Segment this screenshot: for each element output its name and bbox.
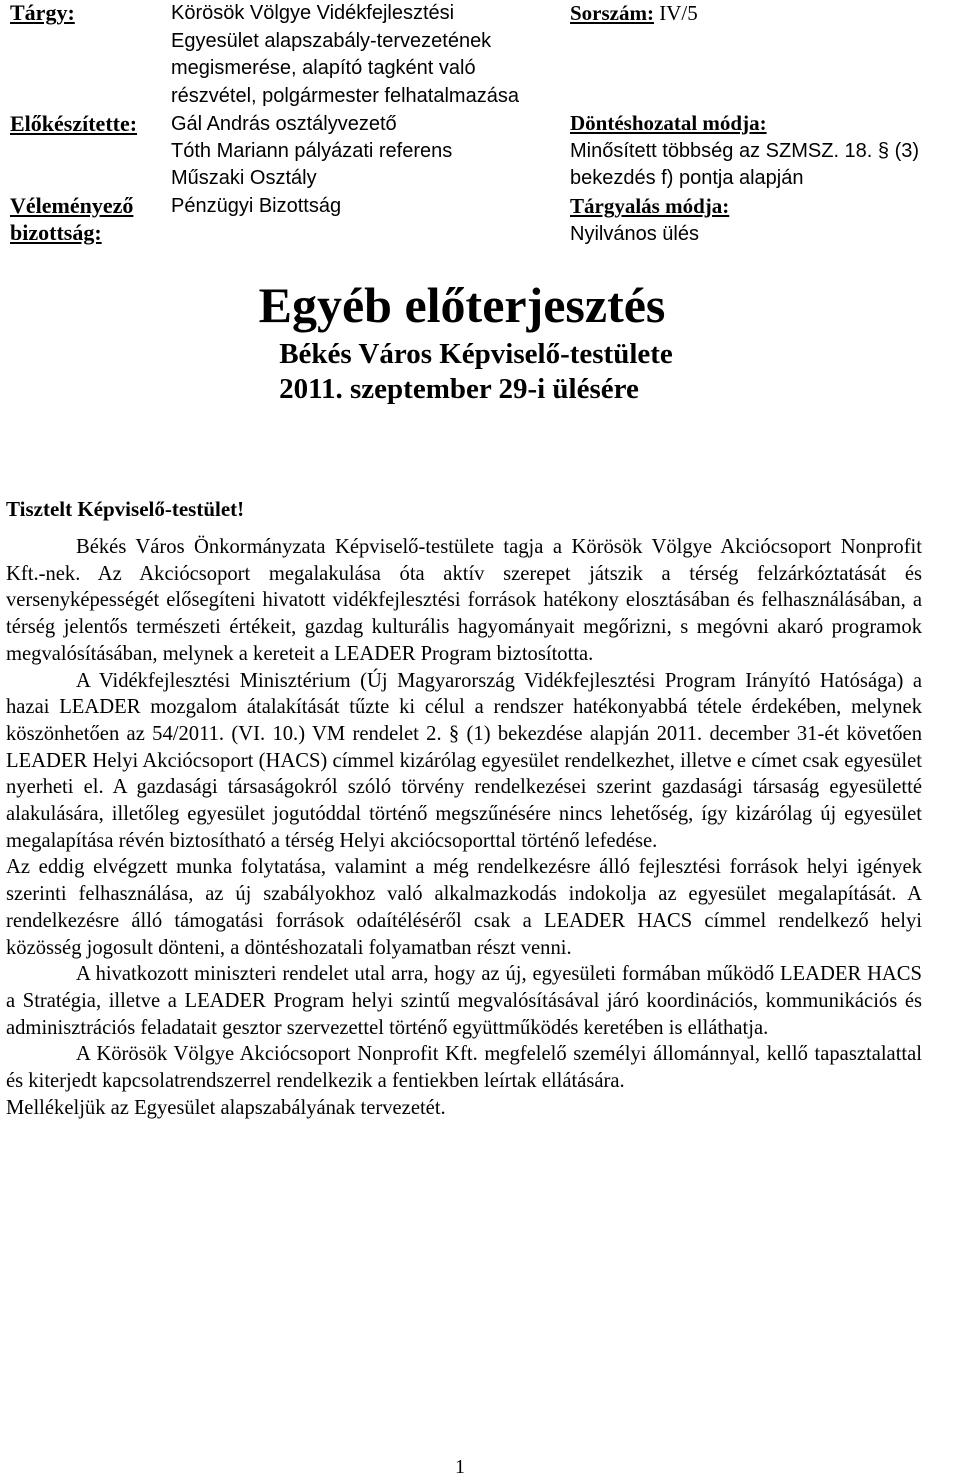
prepared-label: Előkészítette: (10, 111, 138, 136)
decision-line-2: bekezdés f) pontja alapján (570, 167, 804, 189)
paragraph: Mellékeljük az Egyesület alapszabályának tervezetét. (6, 1096, 446, 1119)
subject-line-4: részvétel, polgármester felhatalmazása (171, 85, 519, 107)
salutation: Tisztelt Képviselő-testület! (6, 497, 245, 521)
serial-label: Sorszám: (570, 1, 654, 25)
paragraph: Az eddig elvégzett munka folytatása, valamint a még rendelkezésre álló fejlesztési források helyi igények szerinti felhasználása, az új szabályokhoz való alkalmazkodás indokolja az egyesület megalapítását. A rendelkezésre álló támogatási források odaítéléséről csak a LEADER HACS címmel rendelkező helyi közösség jogosult dönteni, a döntéshozatali folyamatban részt venni. (6, 856, 922, 959)
serial-number (570, 0, 698, 27)
committee-value: Pénzügyi Bizottság (171, 195, 342, 217)
decision-line-1: Minősített többség az SZMSZ. 18. § (3) (570, 140, 920, 162)
paragraph: A Vidékfejlesztési Minisztérium (Új Magyarország Vidékfejlesztési Program Irányító Hatósága) a hazai LEADER mozgalom átalakítását tűzte ki célul a rendszer hatékonyabbá tétele érdekében, melynek köszönhetően az 54/2011. (VI. 10.) VM rendelet 2. § (1) bekezdése alapján 2011. december 31-ét követően LEADER Helyi Akciócsoport (HACS) címmel kizárólag egyesület rendelkezhet, illetve e címet csak egyesület nyerheti el. A gazdasági társaságokról szóló törvény rendelkezései szerint gazdasági társaság egyesületté alakulására, illetőleg egyesület jogutóddal történő megszűnésére nincs lehetőség, így kizárólag új egyesület megalapítása révén biztosítható a térség Helyi akciócsoporttal történő lefedése. (6, 669, 922, 852)
paragraph: Békés Város Önkormányzata Képviselő-testülete tagja a Körösök Völgye Akciócsoport Nonprofit Kft.-nek. Az Akciócsoport megalakulása óta aktív szerepet játszik a térség felzárkóztatását és versenyképességét elősegíteni hivatott vidékfejlesztési források hatékony elosztásában és felhasználásában, a térség jelentős természeti értékeit, gazdag kulturális hagyományait megőrizni, s megóvni akaró programok megvalósításában, melynek a kereteit a LEADER Program biztosította. (6, 536, 922, 665)
prepared-line-1: Gál András osztályvezető (171, 113, 397, 135)
page-number: 1 (455, 1456, 465, 1478)
document-title: Egyéb előterjesztés (258, 277, 666, 333)
hearing-mode (570, 193, 729, 220)
subject-line-2: Egyesület alapszabály-tervezetének (171, 30, 492, 52)
subject-line-3: megismerése, alapító tagként való (171, 57, 476, 79)
committee-label-line-1: Véleményező (10, 193, 134, 218)
meeting-date: 2011. szeptember 29-i ülésére (279, 373, 639, 405)
serial-value: IV/5 (659, 1, 698, 25)
document-subtitle: Békés Város Képviselő-testülete (279, 338, 673, 370)
body-text (6, 534, 922, 1121)
paragraph: A hivatkozott miniszteri rendelet utal arra, hogy az új, egyesületi formában működő LEADER HACS a Stratégia, illetve a LEADER Program helyi szintű megvalósításával járó koordinációs, kommunikációs és adminisztrációs feladatait gesztor szervezettel történő együttműködés keretében is elláthatja. (6, 963, 922, 1039)
decision-mode (570, 110, 767, 137)
prepared-line-2: Tóth Mariann pályázati referens (171, 140, 453, 162)
decision-label: Döntéshozatal módja: (570, 111, 767, 135)
prepared-line-3: Műszaki Osztály (171, 167, 317, 189)
hearing-label: Tárgyalás módja: (570, 194, 730, 218)
subject-line-1: Körösök Völgye Vidékfejlesztési (171, 2, 455, 24)
paragraph: A Körösök Völgye Akciócsoport Nonprofit Kft. megfelelő személyi állománnyal, kellő tapasztalattal és kiterjedt kapcsolatrendszerrel rendelkezik a fentiekben leírtak ellátására. (6, 1043, 922, 1093)
subject-label: Tárgy: (10, 0, 75, 25)
hearing-value: Nyilvános ülés (570, 223, 699, 245)
committee-label-line-2: bizottság: (10, 220, 102, 245)
